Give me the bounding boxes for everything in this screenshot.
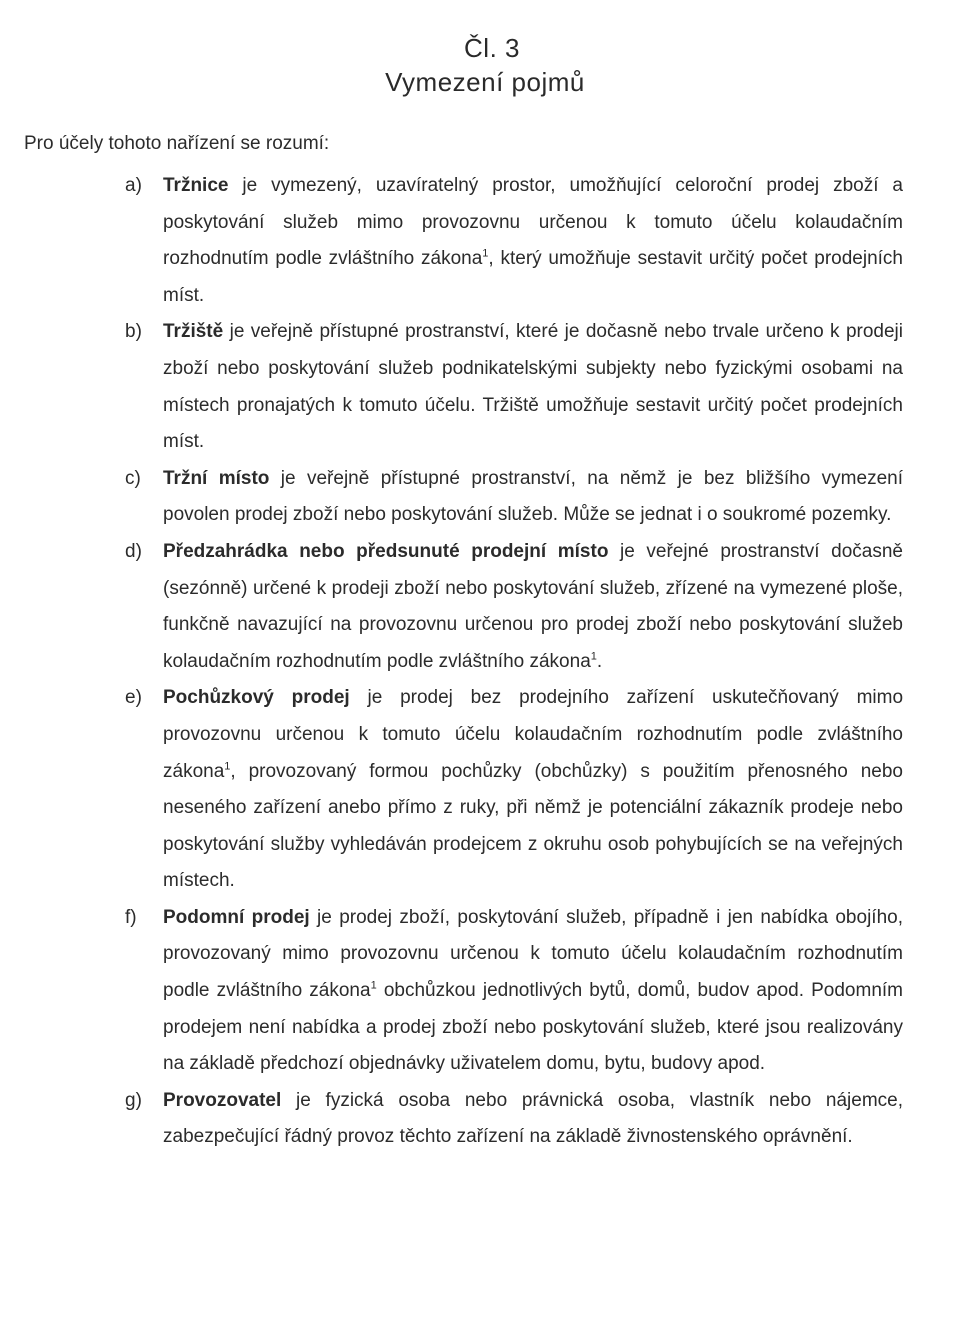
item-letter: g) (125, 1089, 142, 1111)
definitions-list (125, 168, 903, 1156)
item-text-cont: obchůzkou jednotlivých bytů, domů, budov apod. Podomním prodejem není nabídka a prodej zboží nebo poskytování služeb, které jsou realizovány na základě předchozí objednávky uživatelem domu, bytu, budovy apod. (163, 980, 903, 1075)
item-text-cont: . (596, 650, 603, 672)
item-term: Tržnice (163, 175, 229, 196)
item-term: Podomní prodej (163, 906, 310, 928)
item-text: je prodej bez prodejního zařízení uskutečňovaný mimo provozovnu určenou k tomuto účelu kolaudačním rozhodnutím podle zvláštního zákona (163, 687, 904, 782)
item-term: Provozovatel (163, 1089, 282, 1111)
definition-item-d (125, 534, 903, 680)
definition-item-g (125, 1083, 903, 1156)
item-letter: d) (125, 540, 142, 562)
definition-item-a (125, 168, 903, 314)
item-text: je prodej zboží, poskytování služeb, případně i jen nabídka obojího, provozovaný mimo provozovnu určenou k tomuto účelu kolaudačním rozhodnutím podle zvláštního zákona (163, 906, 903, 1002)
item-letter: e) (125, 687, 142, 709)
item-term: Tržní místo (163, 467, 270, 489)
item-letter: b) (125, 321, 142, 343)
item-text-cont: , provozovaný formou pochůzky (obchůzky) s použitím přenosného nebo neseného zařízení anebo přímo z ruky, při němž je potenciální zákazník prodeje nebo poskytování služby vyhledáván prodejcem z okruhu osob pohybujících se na veřejných místech. (163, 760, 903, 892)
intro-text: Pro účely tohoto nařízení se rozumí: (24, 133, 330, 154)
definition-item-e (125, 680, 903, 900)
footnote-ref: 1 (482, 247, 489, 260)
item-text-cont: , který umožňuje sestavit určitý počet prodejních míst. (163, 248, 903, 306)
item-term: Předzahrádka nebo předsunuté prodejní místo (163, 540, 609, 562)
item-term: Pochůzkový prodej (163, 687, 350, 709)
item-letter: c) (125, 467, 141, 489)
footnote-ref: 1 (224, 760, 231, 773)
item-text: je veřejně přístupné prostranství, na němž je bez bližšího vymezení povolen prodej zboží nebo poskytování služeb. Může se jednat i o soukromé pozemky. (163, 467, 903, 526)
definition-item-f (125, 900, 903, 1083)
footnote-ref: 1 (370, 979, 377, 992)
item-letter: f) (125, 906, 137, 928)
definition-item-c (125, 461, 903, 534)
item-text: je veřejně přístupné prostranství, které je dočasně nebo trvale určeno k prodeji zboží nebo poskytování služeb podnikatelskými subjekty nebo fyzickými osobami na místech pronajatých k tomuto účelu. Tržiště umožňuje sestavit určitý počet prodejních míst. (163, 321, 903, 453)
item-term: Tržiště (163, 321, 224, 343)
definition-item-b (125, 314, 903, 460)
item-text: je veřejné prostranství dočasně (sezónně) určené k prodeji zboží nebo poskytování služeb, zřízené na vymezené ploše, funkčně navazující na provozovnu určenou pro prodej zboží nebo poskytování služeb kolaudačním rozhodnutím podle zvláštního zákona (163, 540, 903, 672)
footnote-ref: 1 (590, 650, 597, 663)
article-number: Čl. 3 (464, 33, 520, 63)
item-text: je vymezený, uzavíratelný prostor, umožňující celoroční prodej zboží a poskytování služeb mimo provozovnu určenou k tomuto účelu kolaudačním rozhodnutím podle zvláštního zákona (163, 175, 903, 270)
article-title: Vymezení pojmů (385, 67, 585, 97)
item-letter: a) (125, 175, 142, 196)
item-text: je fyzická osoba nebo právnická osoba, vlastník nebo nájemce, zabezpečující řádný provoz těchto zařízení na základě živnostenského oprávnění. (163, 1089, 903, 1148)
